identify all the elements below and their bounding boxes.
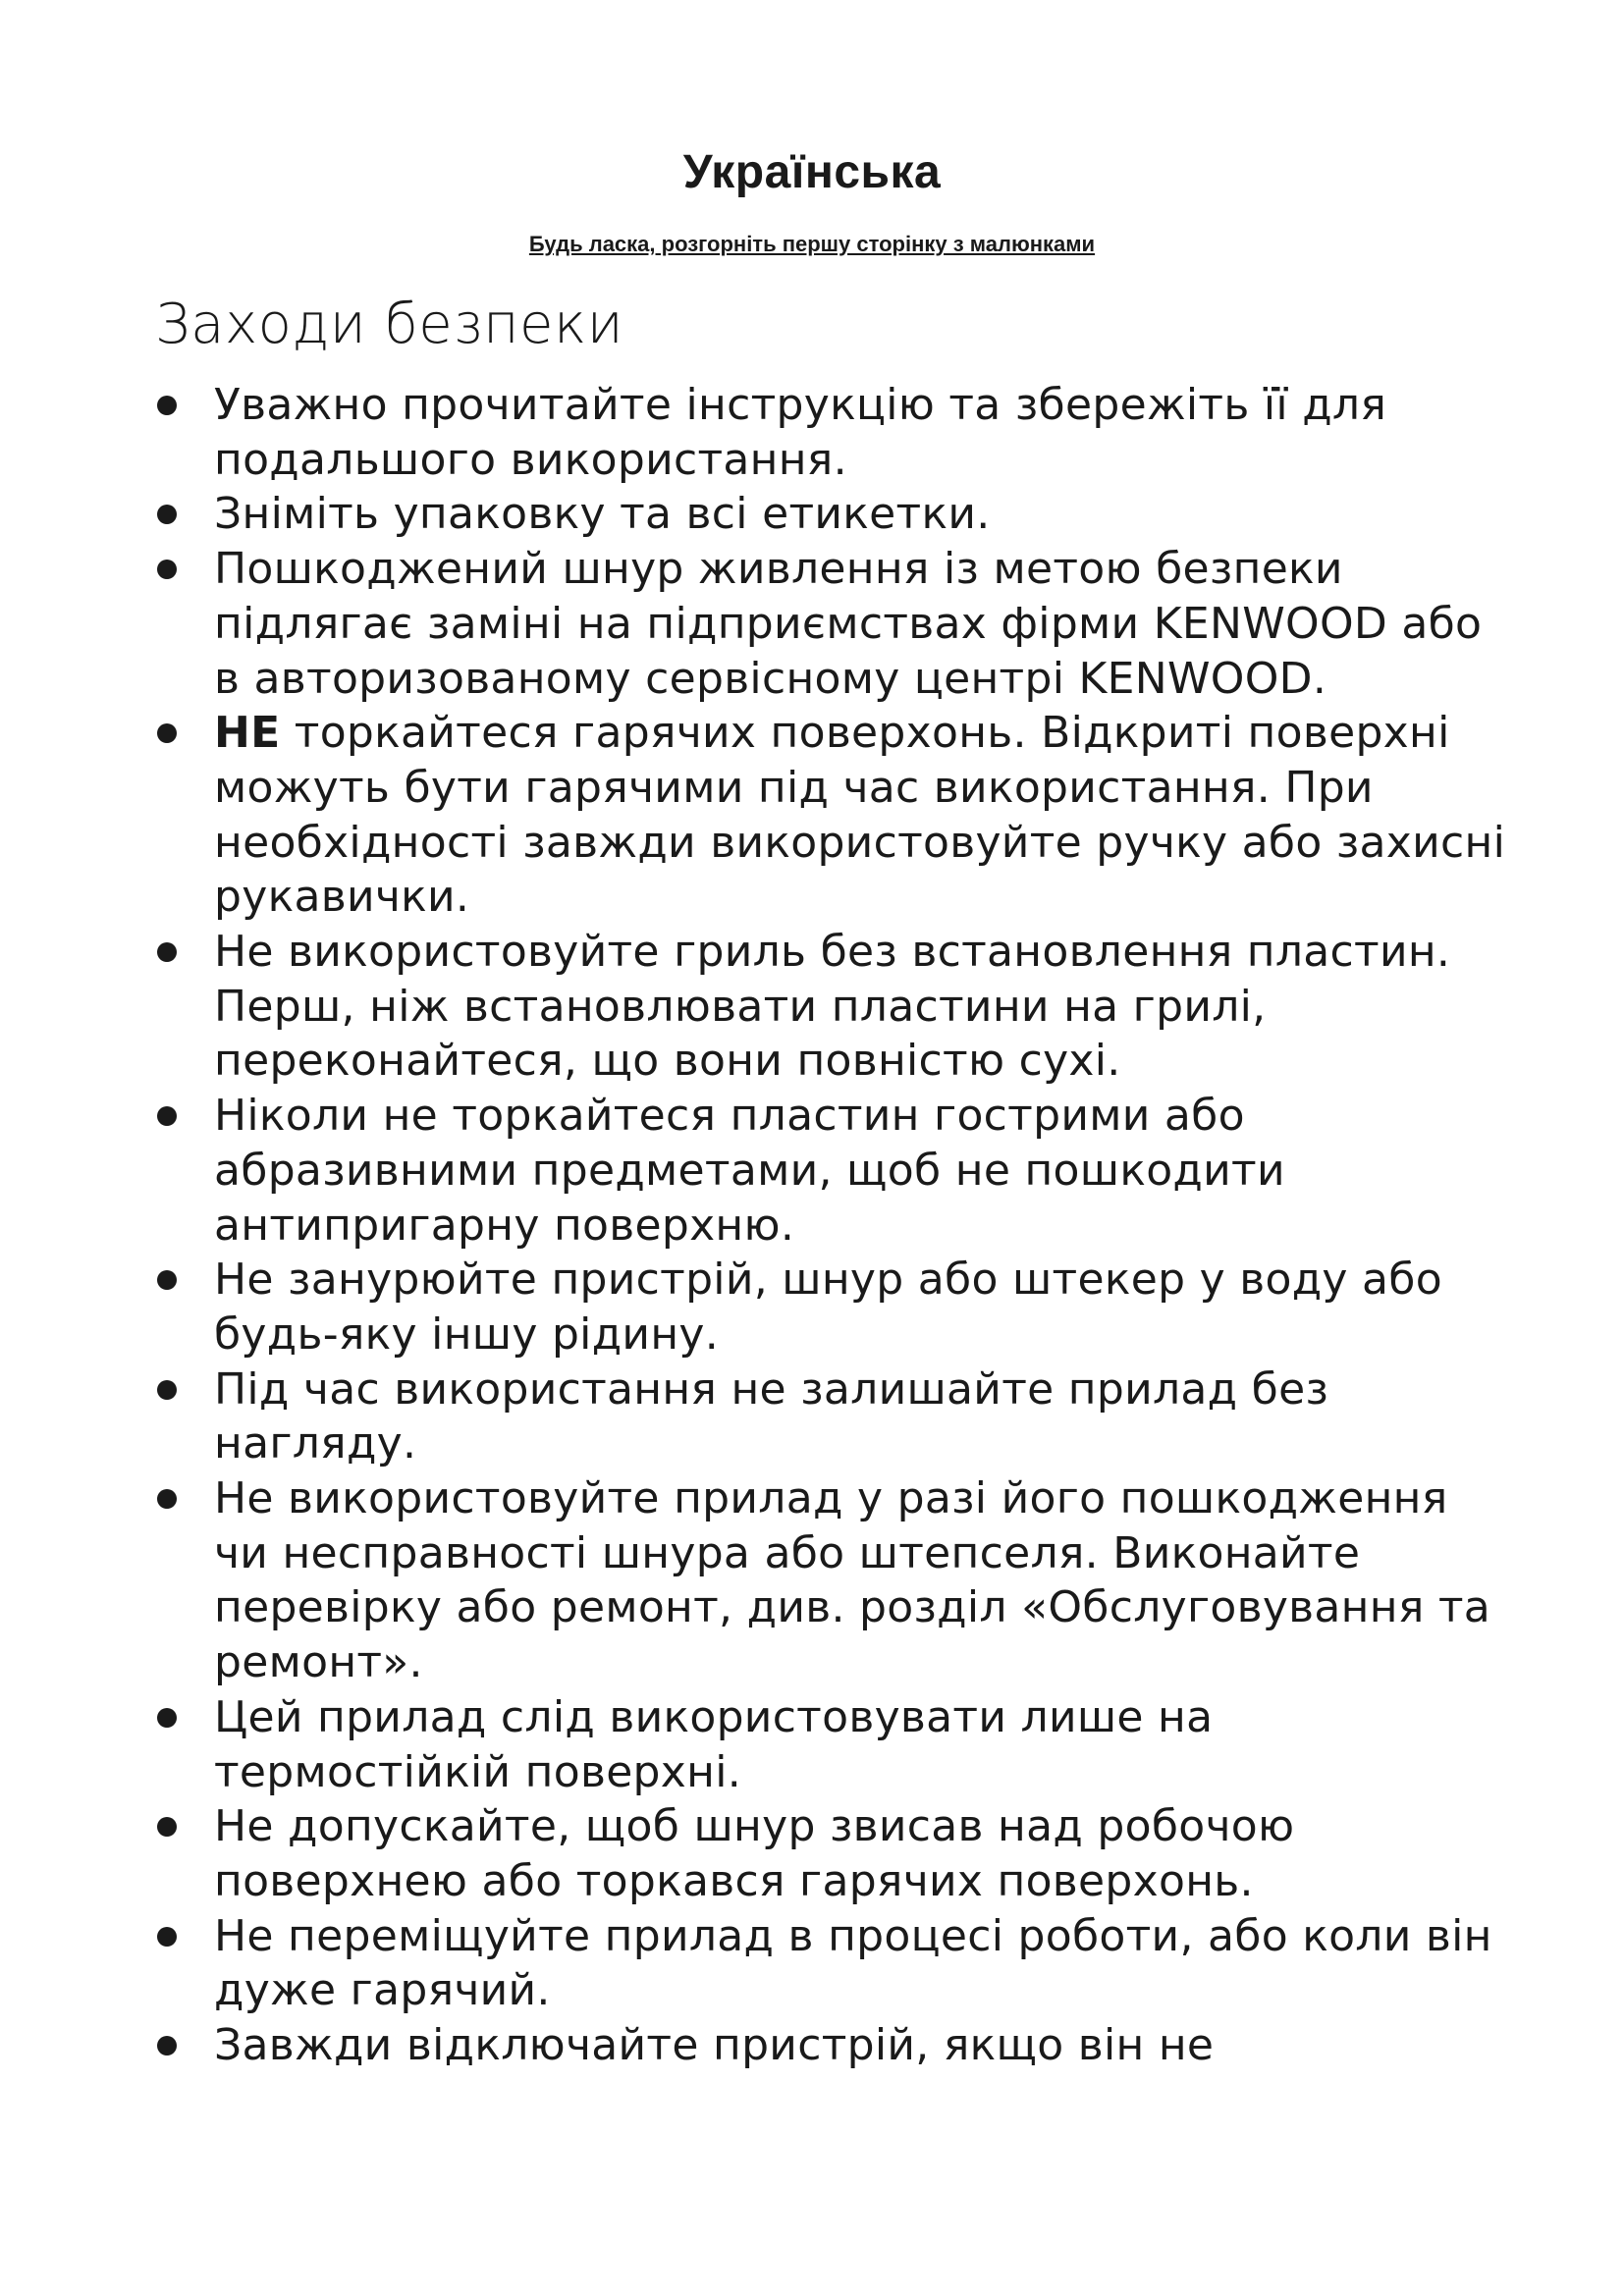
safety-item	[155, 1253, 1510, 1362]
page-subtitle: Будь ласка, розгорніть першу сторінку з малюнками	[528, 232, 1096, 256]
bullet-icon	[157, 2036, 177, 2056]
page-title: Українська	[682, 146, 942, 198]
safety-item	[155, 2018, 1510, 2073]
safety-item	[155, 1089, 1510, 1253]
safety-item-text: Не занурюйте пристрій, шнур або штекер у воду або будь-яку іншу рідину.	[214, 1255, 1442, 1360]
safety-item-text: Не переміщуйте прилад в процесі роботи, або коли він дуже гарячий.	[214, 1910, 1492, 2016]
bullet-icon	[157, 1489, 177, 1509]
safety-item-text: Зніміть упаковку та всі етикетки.	[214, 489, 991, 540]
bullet-icon	[157, 942, 177, 962]
safety-item-text: Ніколи не торкайтеся пластин гострими або абразивними предметами, щоб не пошкодити антипригарну поверхню.	[214, 1091, 1285, 1251]
bullet-icon	[157, 560, 177, 579]
safety-item-text: Не використовуйте гриль без встановлення пластин. Перш, ніж встановлювати пластини на грилі, переконайтеся, що вони повністю сухі.	[214, 927, 1451, 1087]
safety-item-text: Пошкоджений шнур живлення із метою безпеки підлягає заміні на підприємствах фірми KENWOOD або в авторизованому сервісному центрі KENWOOD.	[214, 544, 1483, 704]
safety-item	[155, 487, 1510, 542]
safety-item-text: Уважно прочитайте інструкцію та збережіть її для подальшого використання.	[214, 380, 1387, 485]
safety-item	[155, 1909, 1510, 2018]
bullet-icon	[157, 723, 177, 743]
bullet-icon	[157, 1708, 177, 1728]
safety-item	[155, 706, 1510, 925]
bullet-icon	[157, 1106, 177, 1126]
section-heading: Заходи безпеки	[155, 293, 624, 356]
safety-item-text: торкайтеся гарячих поверхонь. Відкриті поверхні можуть бути гарячими під час використання. При необхідності завжди використовуйте ручку або захисні рукавички.	[214, 708, 1506, 923]
bullet-icon	[157, 505, 177, 524]
bullet-icon	[157, 1270, 177, 1290]
safety-item-emphasis: НЕ	[214, 708, 281, 759]
safety-item	[155, 1799, 1510, 1908]
safety-item	[155, 1690, 1510, 1799]
safety-list	[155, 378, 1510, 2073]
safety-item	[155, 925, 1510, 1089]
bullet-icon	[157, 1380, 177, 1400]
safety-item-text: Не допускайте, щоб шнур звисав над робочою поверхнею або торкався гарячих поверхонь.	[214, 1801, 1295, 1906]
safety-item-text: Завжди відключайте пристрій, якщо він не	[214, 2020, 1215, 2071]
safety-item	[155, 542, 1510, 706]
safety-item-text: Цей прилад слід використовувати лише на термостійкій поверхні.	[214, 1691, 1214, 1797]
bullet-icon	[157, 396, 177, 415]
safety-item	[155, 1471, 1510, 1690]
safety-item	[155, 378, 1510, 487]
safety-item-text: Під час використання не залишайте прилад без нагляду.	[214, 1363, 1329, 1469]
bullet-icon	[157, 1927, 177, 1947]
safety-item-text: Не використовуйте прилад у разі його пошкодження чи несправності шнура або штепселя. Виконайте перевірку або ремонт, див. розділ «Обслуговування та ремонт».	[214, 1473, 1491, 1688]
bullet-icon	[157, 1817, 177, 1837]
safety-item	[155, 1362, 1510, 1471]
